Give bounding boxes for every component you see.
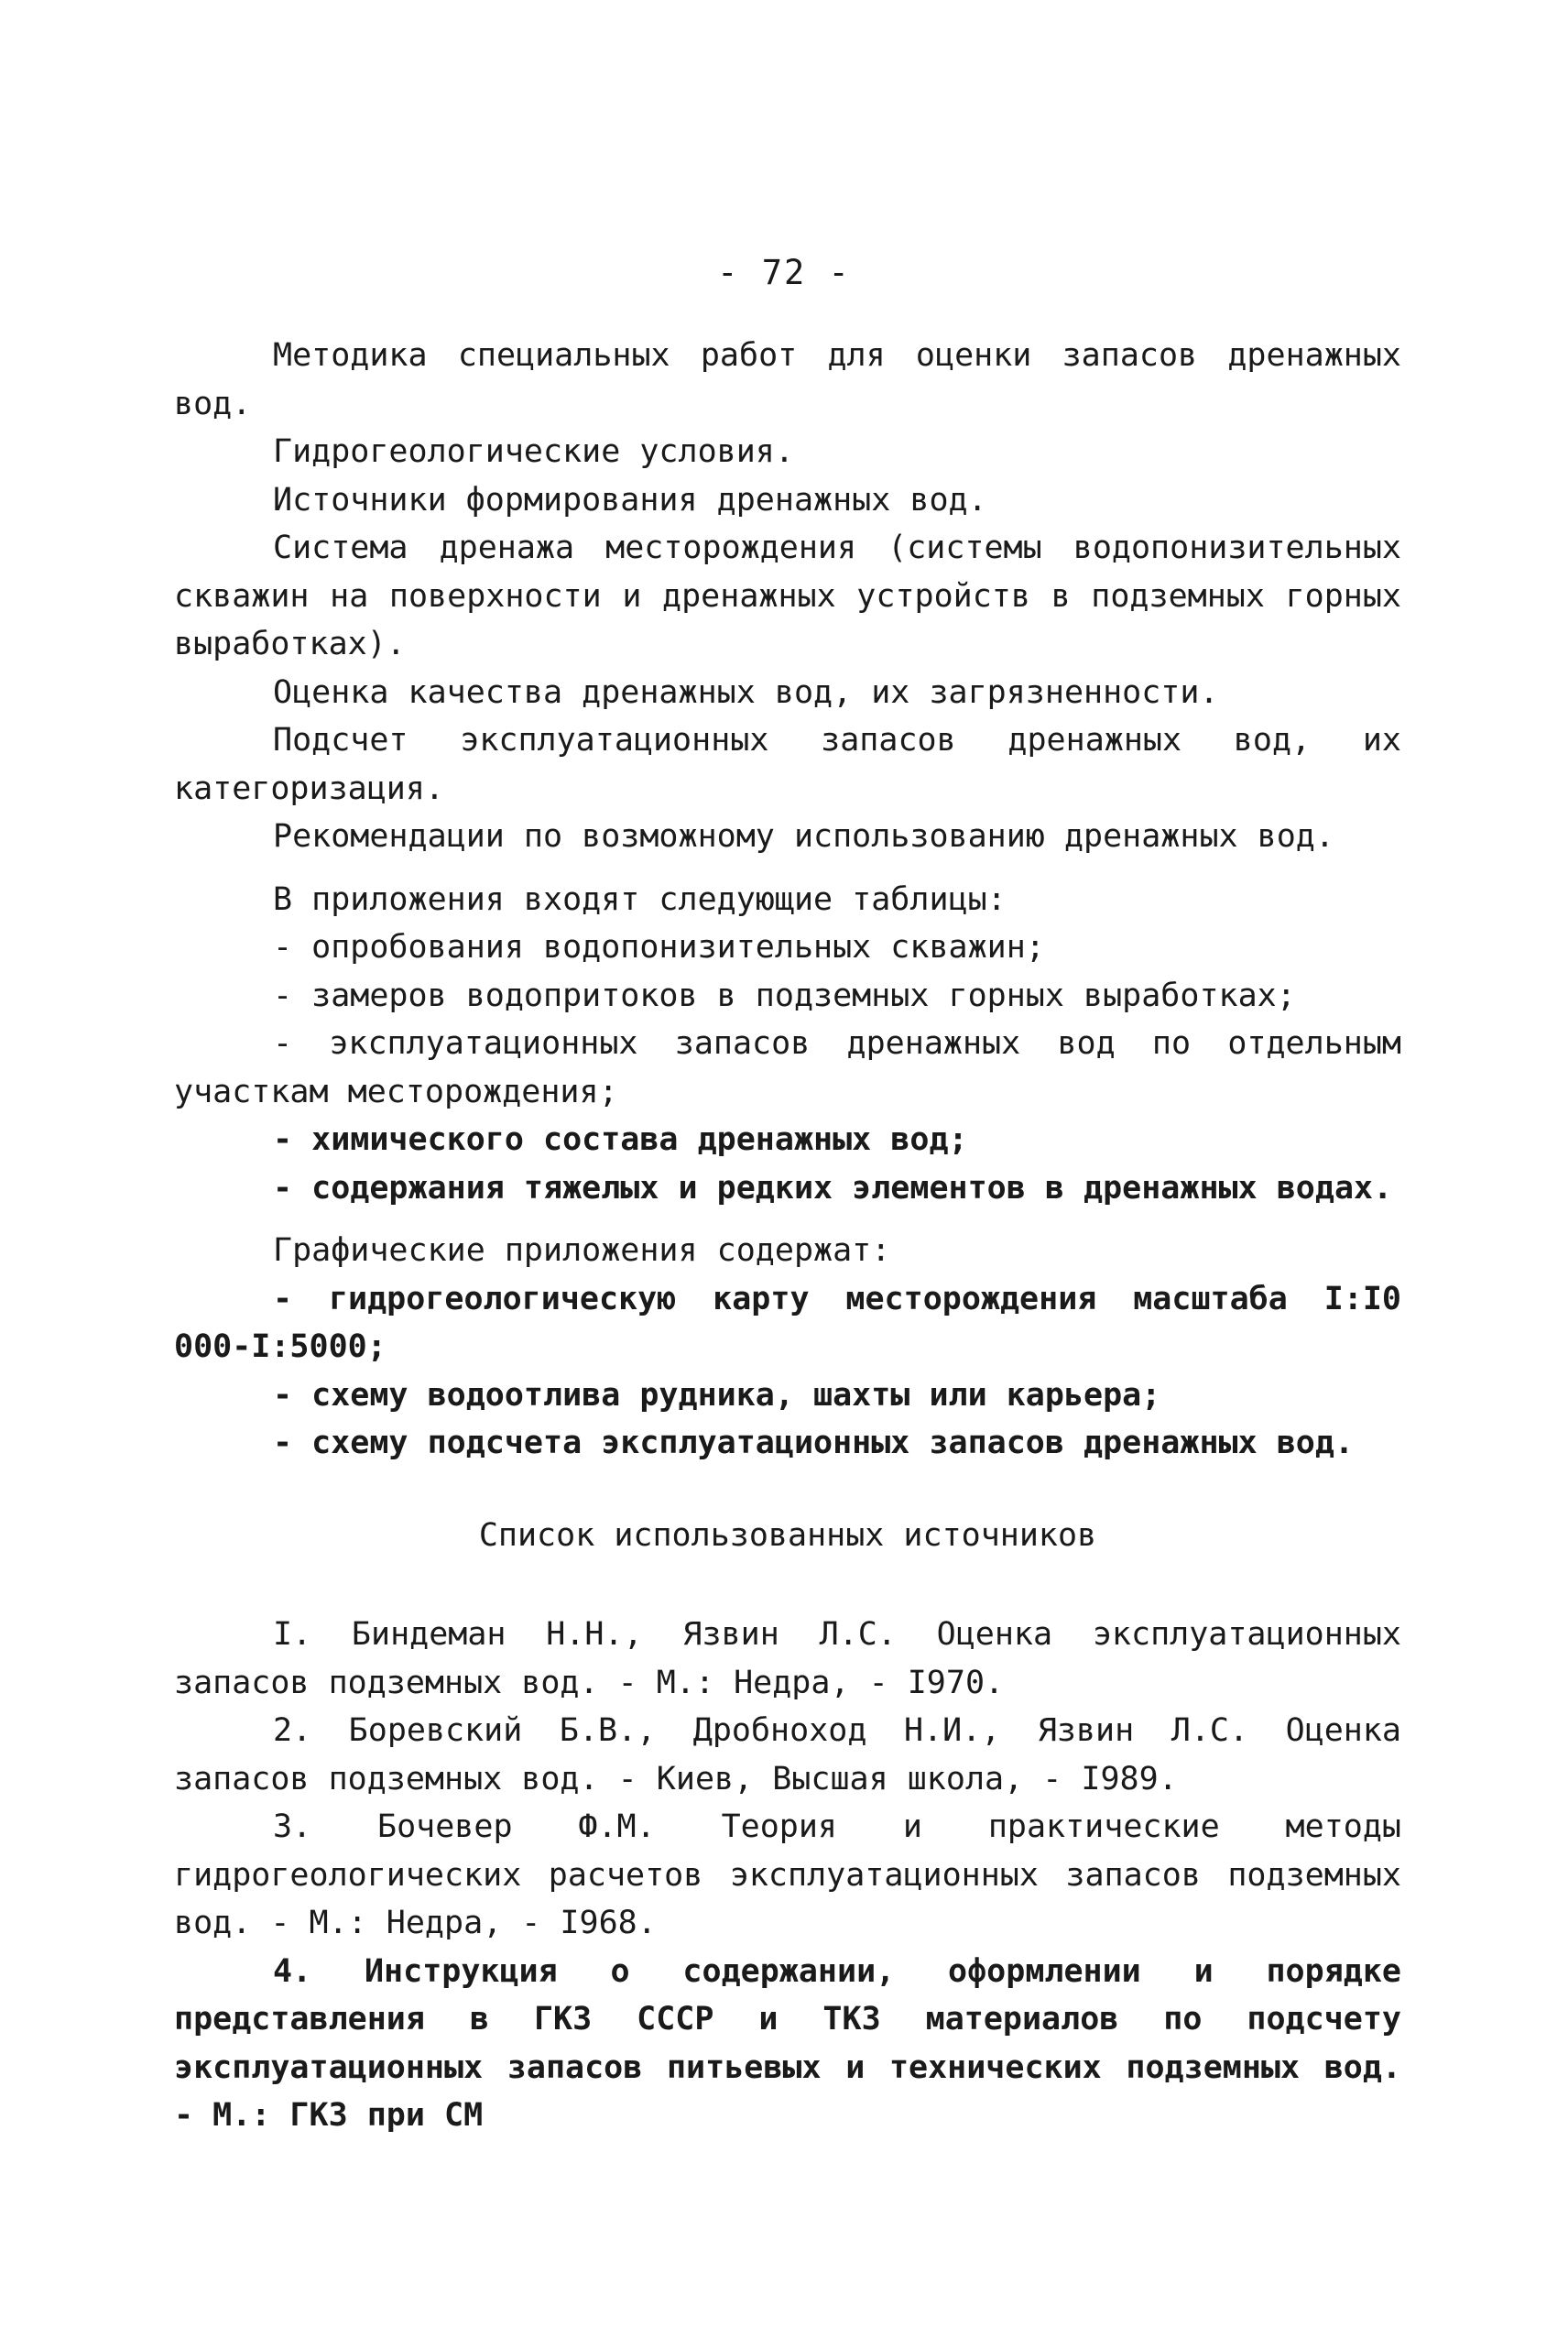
- paragraph: Методика специальных работ для оценки запасов дренажных вод.: [174, 337, 1401, 422]
- list-item: - химического состава дренажных вод;: [273, 1121, 968, 1158]
- list-item: - схему водоотлива рудника, шахты или карьера;: [273, 1376, 1161, 1414]
- references-heading: Список использованных источников: [478, 1516, 1097, 1554]
- list-item: - содержания тяжелых и редких элементов в дренажных водах.: [273, 1169, 1393, 1207]
- reference-item: 3. Бочевер Ф.М. Теория и практические методы гидрогеологических расчетов эксплуатационных запасов подземных вод. - М.: Недра, - I968.: [174, 1808, 1401, 1941]
- paragraph: Источники формирования дренажных вод.: [273, 481, 987, 519]
- paragraph: Подсчет эксплуатационных запасов дренажных вод, их категоризация.: [174, 722, 1401, 807]
- reference-item: 4. Инструкция о содержании, оформлении и порядке представления в ГКЗ СССР и ТКЗ материалов по подсчету эксплуатационных запасов питьевых и технических подземных вод. - М.: ГКЗ при СМ: [174, 1952, 1401, 2134]
- paragraph: Оценка качества дренажных вод, их загрязненности.: [273, 673, 1219, 711]
- list-item: - гидрогеологическую карту месторождения масштаба I:I0 000-I:5000;: [174, 1280, 1401, 1365]
- paragraph: Рекомендации по возможному использованию дренажных вод.: [273, 818, 1334, 855]
- list-item: - опробования водопонизительных скважин;: [273, 929, 1045, 966]
- tables-intro: В приложения входят следующие таблицы:: [273, 880, 1007, 918]
- body-text: [174, 332, 1401, 2140]
- list-item: - схему подсчета эксплуатационных запасов дренажных вод.: [273, 1425, 1355, 1461]
- reference-item: 2. Боревский Б.В., Дробноход Н.И., Язвин Л.С. Оценка запасов подземных вод. - Киев, Высшая школа, - I989.: [174, 1712, 1401, 1797]
- paragraph: Гидрогеологические условия.: [273, 433, 794, 470]
- graphics-intro: Графические приложения содержат:: [273, 1232, 891, 1269]
- paragraph: Система дренажа месторождения (системы водопонизительных скважин на поверхности и дренажных устройств в подземных горных выработках).: [174, 530, 1401, 662]
- reference-item: I. Биндеман Н.Н., Язвин Л.С. Оценка эксплуатационных запасов подземных вод. - М.: Недра, - I970.: [174, 1616, 1401, 1701]
- list-item: - эксплуатационных запасов дренажных вод по отдельным участкам месторождения;: [174, 1025, 1401, 1110]
- page-number: - 72 -: [717, 253, 851, 292]
- list-item: - замеров водопритоков в подземных горных выработках;: [273, 977, 1296, 1014]
